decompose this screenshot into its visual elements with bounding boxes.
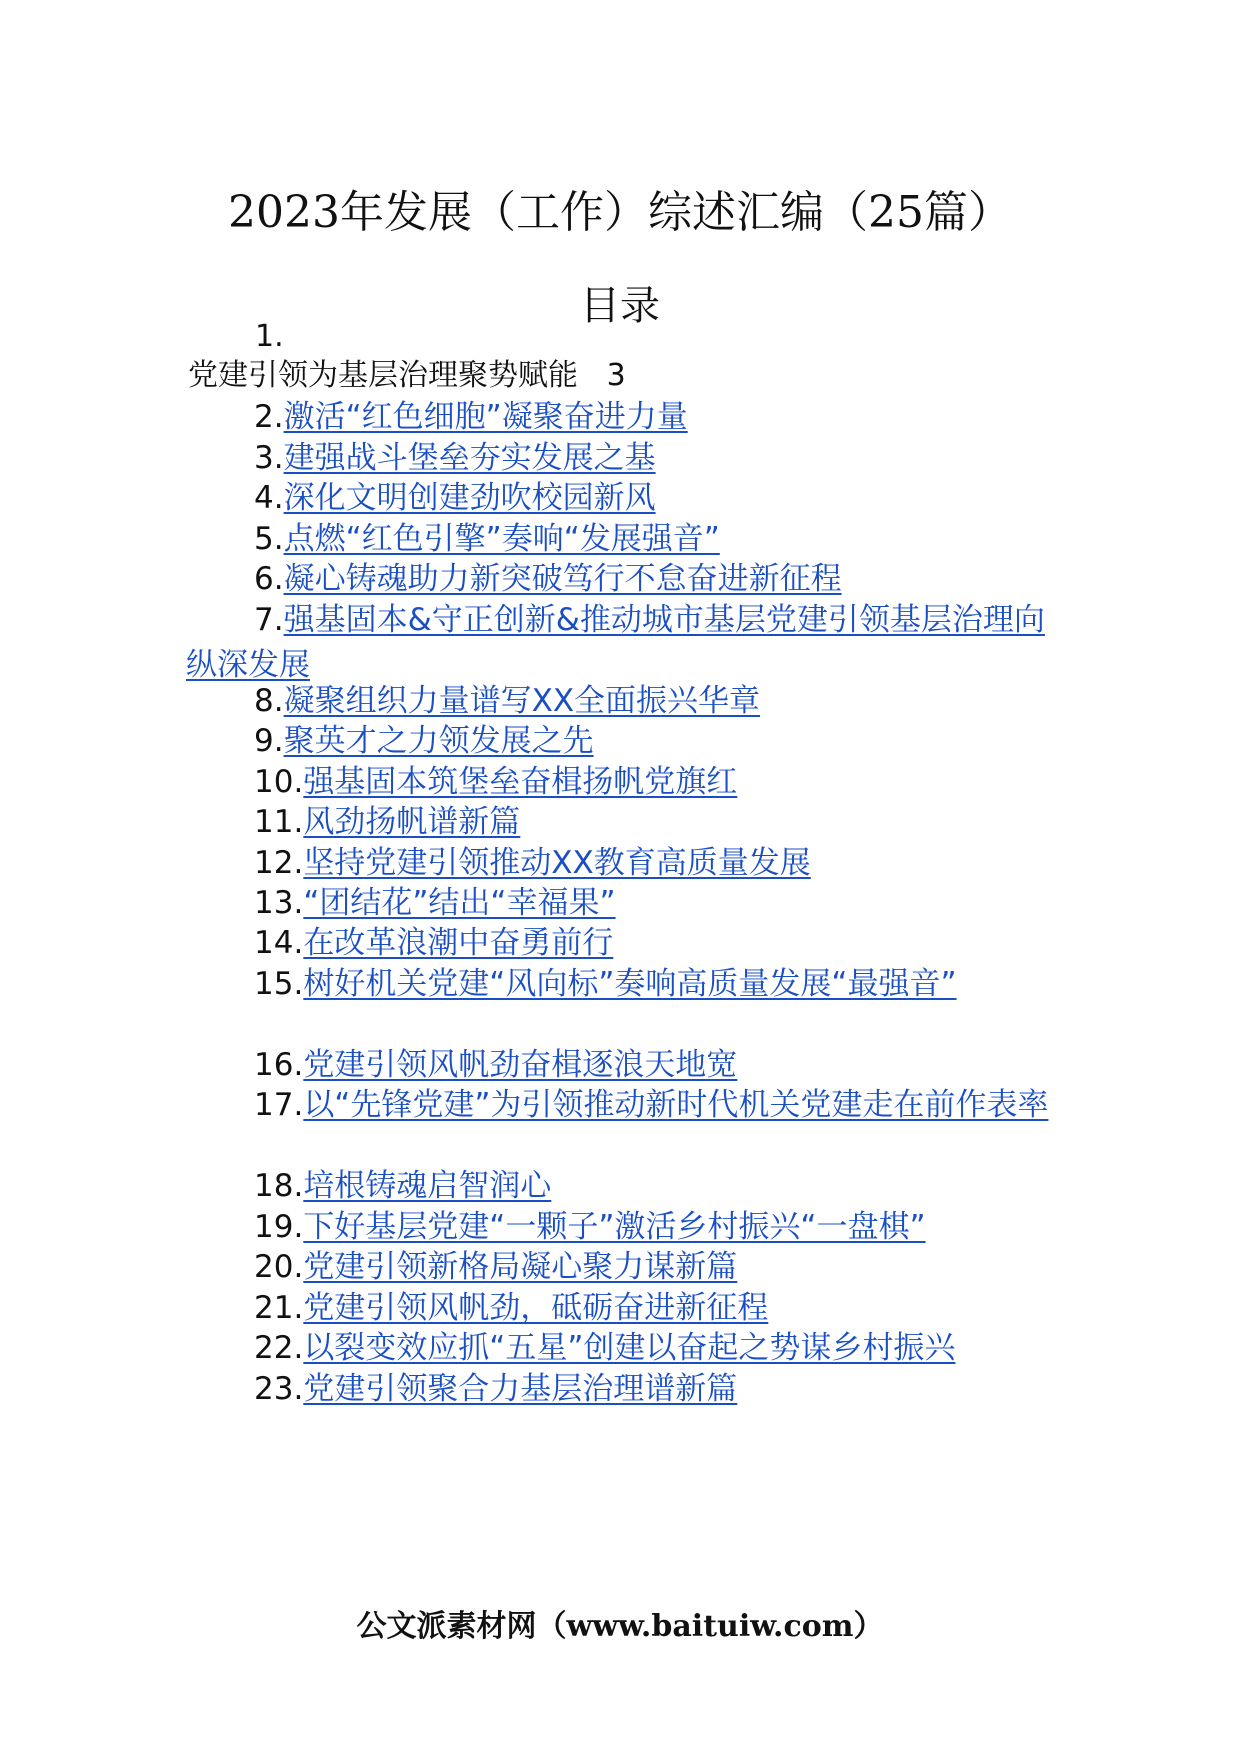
toc-entry-number: 11. <box>254 804 304 840</box>
toc-entry-link[interactable]: 在改革浪潮中奋勇前行 <box>303 925 614 961</box>
toc-entry-number: 13. <box>254 885 304 921</box>
toc-entry-link[interactable]: 激活“红色细胞”凝聚奋进力量 <box>283 399 688 435</box>
toc-entry-link[interactable]: 强基固本&守正创新&推动城市基层党建引领基层治理向纵深发展 <box>186 602 1045 683</box>
toc-entry-link[interactable]: 点燃“红色引擎”奏响“发展强音” <box>283 521 720 557</box>
toc-entry-link[interactable]: 党建引领风帆劲奋楫逐浪天地宽 <box>303 1047 738 1083</box>
toc-entry-12 <box>186 841 1056 886</box>
toc-entry-1-number: 1. <box>255 319 284 354</box>
toc-entry-number: 20. <box>254 1249 304 1285</box>
toc-entry-link[interactable]: 培根铸魂启智润心 <box>303 1168 552 1204</box>
toc-entry-number: 8. <box>254 683 284 719</box>
toc-entry-link[interactable]: 深化文明创建劲吹校园新风 <box>283 480 656 516</box>
document-title: 2023年发展（工作）综述汇编（25篇） <box>228 187 1012 238</box>
toc-entry-10 <box>186 760 1056 805</box>
toc-entry-number: 22. <box>254 1330 304 1366</box>
toc-entry-number: 14. <box>254 925 304 961</box>
toc-entry-2 <box>186 395 1056 440</box>
toc-entry-number: 3. <box>254 440 284 476</box>
toc-entry-number: 7. <box>254 602 284 638</box>
toc-entry-1-page: 3 <box>606 358 626 393</box>
toc-entry-number: 9. <box>254 723 284 759</box>
toc-entry-link[interactable]: 党建引领聚合力基层治理谱新篇 <box>303 1371 738 1407</box>
toc-entry-link[interactable]: 凝聚组织力量谱写XX全面振兴华章 <box>283 683 761 719</box>
toc-entry-link[interactable]: 以“先锋党建”为引领推动新时代机关党建走在前作表率 <box>303 1087 1049 1123</box>
toc-entry-19 <box>186 1205 1056 1250</box>
toc-entry-number: 15. <box>254 966 304 1002</box>
toc-entry-1 <box>188 355 626 397</box>
toc-entry-14 <box>186 921 1056 966</box>
toc-entry-1-text: 党建引领为基层治理聚势赋能 <box>188 358 578 393</box>
toc-entry-7 <box>186 598 1056 688</box>
toc-entry-link[interactable]: “团结花”结出“幸福果” <box>303 885 616 921</box>
toc-entry-number: 12. <box>254 845 304 881</box>
toc-entry-number: 19. <box>254 1209 304 1245</box>
toc-entry-link[interactable]: 凝心铸魂助力新突破笃行不怠奋进新征程 <box>283 561 842 597</box>
toc-entry-link[interactable]: 党建引领新格局凝心聚力谋新篇 <box>303 1249 738 1285</box>
toc-entry-8 <box>186 679 1056 724</box>
toc-entry-link[interactable]: 下好基层党建“一颗子”激活乡村振兴“一盘棋” <box>303 1209 926 1245</box>
toc-entry-17 <box>186 1083 1056 1128</box>
toc-entry-20 <box>186 1245 1056 1290</box>
toc-entry-18 <box>186 1164 1056 1209</box>
toc-entry-link[interactable]: 树好机关党建“风向标”奏响高质量发展“最强音” <box>303 966 957 1002</box>
toc-entry-number: 4. <box>254 480 284 516</box>
toc-entry-number: 5. <box>254 521 284 557</box>
toc-entry-15 <box>186 962 1056 1007</box>
toc-entry-9 <box>186 719 1056 764</box>
toc-heading: 目录 <box>580 283 660 329</box>
toc-entry-link[interactable]: 风劲扬帆谱新篇 <box>303 804 521 840</box>
toc-entry-6 <box>186 557 1056 602</box>
toc-entry-number: 6. <box>254 561 284 597</box>
toc-entry-number: 16. <box>254 1047 304 1083</box>
toc-entry-number: 10. <box>254 764 304 800</box>
toc-entry-link[interactable]: 以裂变效应抓“五星”创建以奋起之势谋乡村振兴 <box>303 1330 956 1366</box>
toc-entry-number: 23. <box>254 1371 304 1407</box>
toc-entry-link[interactable]: 聚英才之力领发展之先 <box>283 723 594 759</box>
toc-entry-link[interactable]: 强基固本筑堡垒奋楫扬帆党旗红 <box>303 764 738 800</box>
toc-entry-number: 21. <box>254 1290 304 1326</box>
toc-entry-13 <box>186 881 1056 926</box>
footer-watermark: 公文派素材网（www.baituiw.com） <box>356 1609 884 1644</box>
toc-entry-number: 17. <box>254 1087 304 1123</box>
toc-entry-3 <box>186 436 1056 481</box>
toc-entry-16 <box>186 1043 1056 1088</box>
toc-entry-number: 18. <box>254 1168 304 1204</box>
toc-entry-link[interactable]: 党建引领风帆劲，砥砺奋进新征程 <box>303 1290 769 1326</box>
toc-entry-11 <box>186 800 1056 845</box>
toc-entry-4 <box>186 476 1056 521</box>
toc-entry-link[interactable]: 建强战斗堡垒夯实发展之基 <box>283 440 656 476</box>
toc-entry-21 <box>186 1286 1056 1331</box>
toc-entry-23 <box>186 1367 1056 1412</box>
toc-entry-link[interactable]: 坚持党建引领推动XX教育高质量发展 <box>303 845 811 881</box>
toc-entry-22 <box>186 1326 1056 1371</box>
toc-entry-5 <box>186 517 1056 562</box>
toc-entry-number: 2. <box>254 399 284 435</box>
